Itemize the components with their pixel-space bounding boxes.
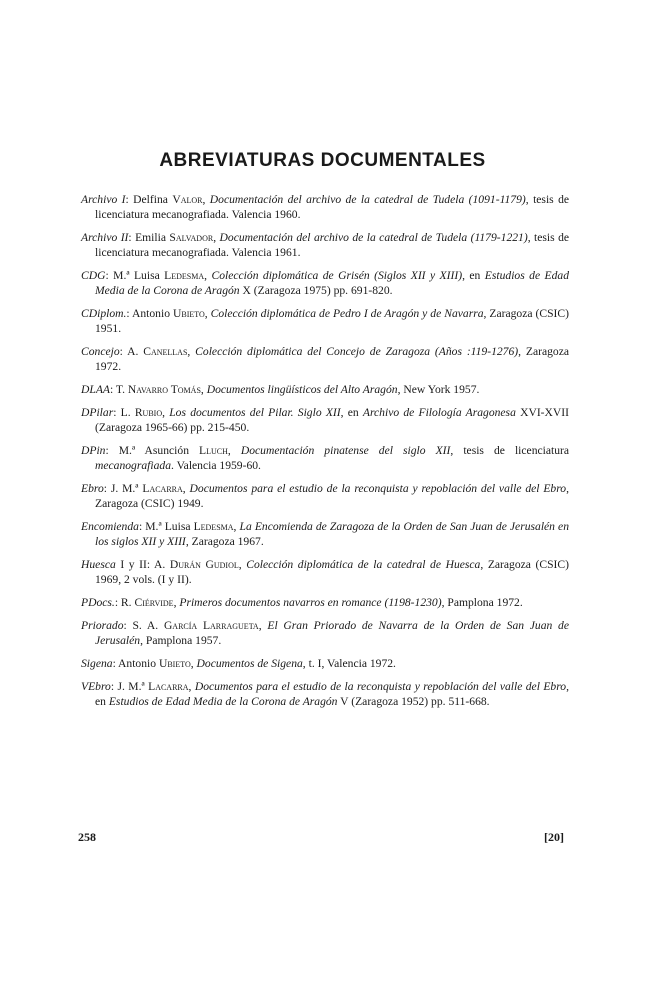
italic-title: Los documentos del Pilar. Siglo XII: [169, 406, 341, 419]
entry-text: ,: [258, 619, 268, 632]
entry-text: ,: [204, 269, 212, 282]
italic-title: Estudios de Edad Media de la Corona de Aragón: [108, 695, 338, 708]
author-surname: Ubieto: [158, 657, 191, 670]
abbreviation-key: Archivo II: [81, 231, 129, 244]
reference-number: [20]: [544, 830, 564, 844]
italic-title: Documentos de Sigena: [196, 657, 303, 670]
abbreviation-key: Sigena: [81, 657, 113, 670]
entry-text: ,: [187, 345, 196, 358]
author-surname: Lacarra: [142, 482, 183, 495]
entry-text: : Antonio: [126, 307, 173, 320]
entry-text: , en: [95, 680, 569, 708]
page-title: ABREVIATURAS DOCUMENTALES: [159, 150, 486, 171]
abbreviation-entry: [81, 519, 569, 549]
abbreviation-key: Ebro: [81, 482, 104, 495]
abbreviation-entry: [81, 443, 569, 473]
entry-text: I y II: A.: [115, 558, 170, 571]
entry-text: X (Zaragoza 1975) pp. 691-820.: [239, 284, 393, 297]
italic-title: Colección diplomática de Grisén (Siglos XII y XIII): [211, 269, 463, 282]
entry-text: : J. M.ª: [110, 680, 149, 693]
abbreviation-key: Concejo: [81, 345, 120, 358]
entry-text: , Zaragoza 1967.: [185, 535, 264, 548]
abbreviation-entry: [81, 557, 569, 587]
abbreviation-entry: [81, 382, 569, 397]
entry-text: : S. A.: [123, 619, 164, 632]
author-surname: Salvador: [169, 231, 214, 244]
entry-text: : R.: [114, 596, 135, 609]
entry-text: ,: [213, 231, 220, 244]
abbreviation-entry: [81, 344, 569, 374]
entry-text: : M.ª Asunción: [105, 444, 200, 457]
author-surname: Navarro Tomás: [127, 383, 201, 396]
abbreviation-key: DLAA: [81, 383, 110, 396]
entry-text: ,: [204, 307, 211, 320]
entry-text: , Zaragoza (CSIC) 1969, 2 vols. (I y II).: [95, 558, 569, 586]
abbreviation-key: Encomienda: [81, 520, 139, 533]
entry-text: , tesis de licenciatura: [450, 444, 570, 457]
abbreviation-entry: [81, 481, 569, 511]
entry-text: ,: [227, 444, 241, 457]
italic-title: Documentos para el estudio de la reconquista y repoblación del valle del Ebro: [189, 482, 567, 495]
entry-text: : A.: [119, 345, 144, 358]
author-surname: Durán Gudiol: [169, 558, 239, 571]
italic-title: La Encomienda de Zaragoza de la Orden de San Juan de Jerusalén en los siglos XII y XIII: [95, 520, 569, 548]
abbreviation-entry: [81, 405, 569, 435]
italic-title: El Gran Priorado de Navarra de la Orden de San Juan de Jerusalén: [95, 619, 569, 647]
abbreviation-entry: [81, 192, 569, 222]
entry-text: , t. I, Valencia 1972.: [302, 657, 396, 670]
entry-text: , Zaragoza (CSIC) 1951.: [95, 307, 569, 335]
entry-text: : Antonio: [112, 657, 159, 670]
abbreviation-entry: [81, 656, 569, 671]
italic-title: Documentación del archivo de la catedral de Tudela (1091-1179): [209, 193, 526, 206]
entry-text: : Emilia: [128, 231, 170, 244]
italic-title: Primeros documentos navarros en romance (1198-1230): [179, 596, 442, 609]
entry-text: , Zaragoza (CSIC) 1949.: [95, 482, 569, 510]
abbreviation-key: Huesca: [81, 558, 116, 571]
entry-text: , Pamplona 1972.: [441, 596, 523, 609]
page-number: 258: [78, 830, 96, 844]
italic-title: Colección diplomática de Pedro I de Aragón y de Navarra: [210, 307, 484, 320]
author-surname: García Larragueta: [163, 619, 259, 632]
author-surname: Ubieto: [172, 307, 205, 320]
entry-text: ,: [188, 680, 195, 693]
entry-text: ,: [182, 482, 190, 495]
entry-text: . Valencia 1959-60.: [171, 459, 261, 472]
italic-title: Colección diplomática de la catedral de Huesca: [246, 558, 481, 571]
entry-text: ,: [162, 406, 170, 419]
entry-text: : Delfina: [125, 193, 173, 206]
entry-text: , en: [340, 406, 363, 419]
author-surname: Ledesma: [164, 269, 205, 282]
abbreviation-key: CDG: [81, 269, 106, 282]
entry-text: ,: [173, 596, 180, 609]
entry-text: ,: [190, 657, 197, 670]
abbreviation-entry: [81, 230, 569, 260]
abbreviation-entry: [81, 595, 569, 610]
entry-text: , tesis de licenciatura mecanografiada. Valencia 1960.: [95, 193, 570, 221]
entry-text: , en: [462, 269, 485, 282]
author-surname: Canellas: [143, 345, 188, 358]
italic-title: Archivo de Filología Aragonesa: [362, 406, 516, 419]
abbreviation-key: VEbro: [81, 680, 111, 693]
abbreviation-key: DPin: [81, 444, 106, 457]
italic-title: Documentos lingüísticos del Alto Aragón: [206, 383, 398, 396]
abbreviation-entry: [81, 268, 569, 298]
entry-text: V (Zaragoza 1952) pp. 511-668.: [337, 695, 490, 708]
entry-text: , Zaragoza 1972.: [95, 345, 570, 373]
entry-text: , New York 1957.: [397, 383, 480, 396]
abbreviation-key: CDiplom.: [81, 307, 127, 320]
entry-text: : T.: [109, 383, 128, 396]
entry-text: : M.ª Luisa: [138, 520, 194, 533]
abbreviations-list: [81, 192, 569, 717]
abbreviation-entry: [81, 679, 569, 709]
abbreviation-entry: [81, 618, 569, 648]
abbreviation-key: Archivo I: [81, 193, 126, 206]
entry-text: : L.: [113, 406, 135, 419]
abbreviation-key: Priorado: [81, 619, 124, 632]
author-surname: Valor: [172, 193, 203, 206]
entry-text: : J. M.ª: [103, 482, 143, 495]
entry-text: ,: [202, 193, 210, 206]
entry-text: ,: [200, 383, 207, 396]
entry-text: ,: [233, 520, 240, 533]
author-surname: Ciérvide: [134, 596, 174, 609]
abbreviation-entry: [81, 306, 569, 336]
entry-text: ,: [238, 558, 247, 571]
italic-title: Documentos para el estudio de la reconquista y repoblación del valle del Ebro: [194, 680, 567, 693]
entry-text: , tesis de licenciatura mecanografiada. Valencia 1961.: [95, 231, 570, 259]
author-surname: Lacarra: [148, 680, 189, 693]
abbreviation-key: DPilar: [81, 406, 114, 419]
italic-title: Estudios de Edad Media de la Corona de Aragón: [95, 269, 569, 297]
italic-title: mecanografiada: [95, 459, 171, 472]
author-surname: Lluch: [199, 444, 228, 457]
italic-title: Documentación del archivo de la catedral de Tudela (1179-1221): [219, 231, 528, 244]
italic-title: Colección diplomática del Concejo de Zaragoza (Años :119-1276): [195, 345, 519, 358]
abbreviation-key: PDocs.: [81, 596, 115, 609]
author-surname: Rubio: [134, 406, 163, 419]
entry-text: : M.ª Luisa: [105, 269, 165, 282]
entry-text: XVI-XVII (Zaragoza 1965-66) pp. 215-450.: [95, 406, 570, 434]
entry-text: , Pamplona 1957.: [140, 634, 222, 647]
italic-title: Documentación pinatense del siglo XII: [240, 444, 451, 457]
author-surname: Ledesma: [193, 520, 234, 533]
